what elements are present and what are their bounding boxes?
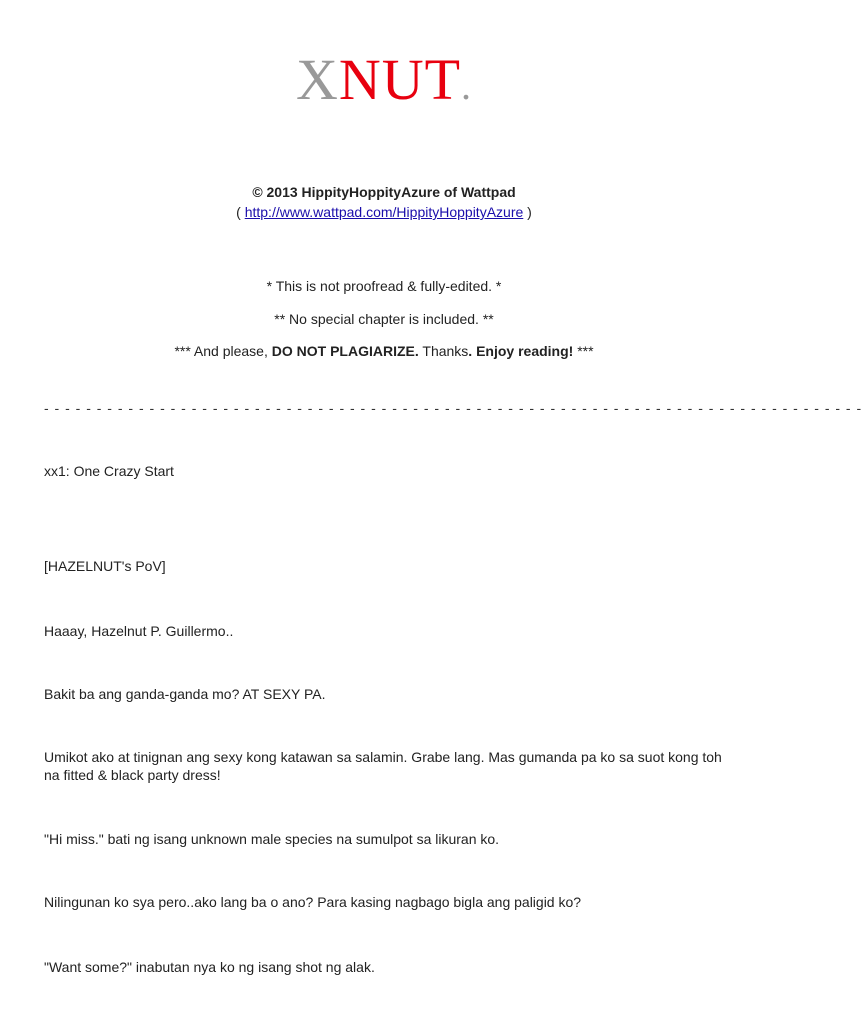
logo-nut: NUT: [338, 47, 462, 112]
dashed-divider: - - - - - - - - - - - - - - - - - - - - - - - - - - - - - - - - - - - - - - - - - - - - - - - - - - - - - - - - - - - - - - - - - - - - - - - - - - - - - -: [44, 400, 862, 416]
logo-dot: .: [461, 63, 473, 108]
note-thanks: Thanks: [418, 343, 469, 359]
copyright-line: © 2013 HippityHoppityAzure of Wattpad: [252, 184, 516, 200]
note-plagiarize-pre: *** And please,: [174, 343, 272, 359]
story-paragraph: [HAZELNUT's PoV]: [44, 558, 166, 574]
story-paragraph: "Want some?" inabutan nya ko ng isang shot ng alak.: [44, 959, 375, 975]
story-paragraph: "Hi miss." bati ng isang unknown male species na sumulpot sa likuran ko.: [44, 831, 500, 847]
url-close-paren: ): [523, 204, 532, 220]
story-paragraph: Haaay, Hazelnut P. Guillermo..: [44, 623, 234, 639]
author-profile-link[interactable]: http://www.wattpad.com/HippityHoppityAzure: [244, 204, 524, 220]
note-enjoy-reading: . Enjoy reading!: [468, 343, 574, 359]
note-plagiarize-post: ***: [573, 343, 594, 359]
note-plagiarize: [0, 341, 768, 361]
chapter-title: xx1: One Crazy Start: [44, 463, 174, 479]
story-paragraph: Bakit ba ang ganda-ganda mo? AT SEXY PA.: [44, 686, 326, 702]
note-special-chapter: ** No special chapter is included. **: [274, 311, 494, 327]
url-open-paren: (: [236, 204, 245, 220]
story-paragraph: Nilingunan ko sya pero..ako lang ba o ano? Para kasing nagbago bigla ang paligid ko?: [44, 894, 582, 910]
xnut-logo: [0, 48, 768, 118]
note-plagiarize-bold: DO NOT PLAGIARIZE.: [271, 343, 419, 359]
note-proofread: * This is not proofread & fully-edited. *: [266, 278, 502, 294]
logo-x: X: [295, 47, 339, 112]
author-url-line: [0, 202, 768, 222]
story-paragraph: Umikot ako at tinignan ang sexy kong katawan sa salamin. Grabe lang. Mas gumanda pa ko sa suot kong toh na fitted & black party dress!: [44, 749, 722, 783]
